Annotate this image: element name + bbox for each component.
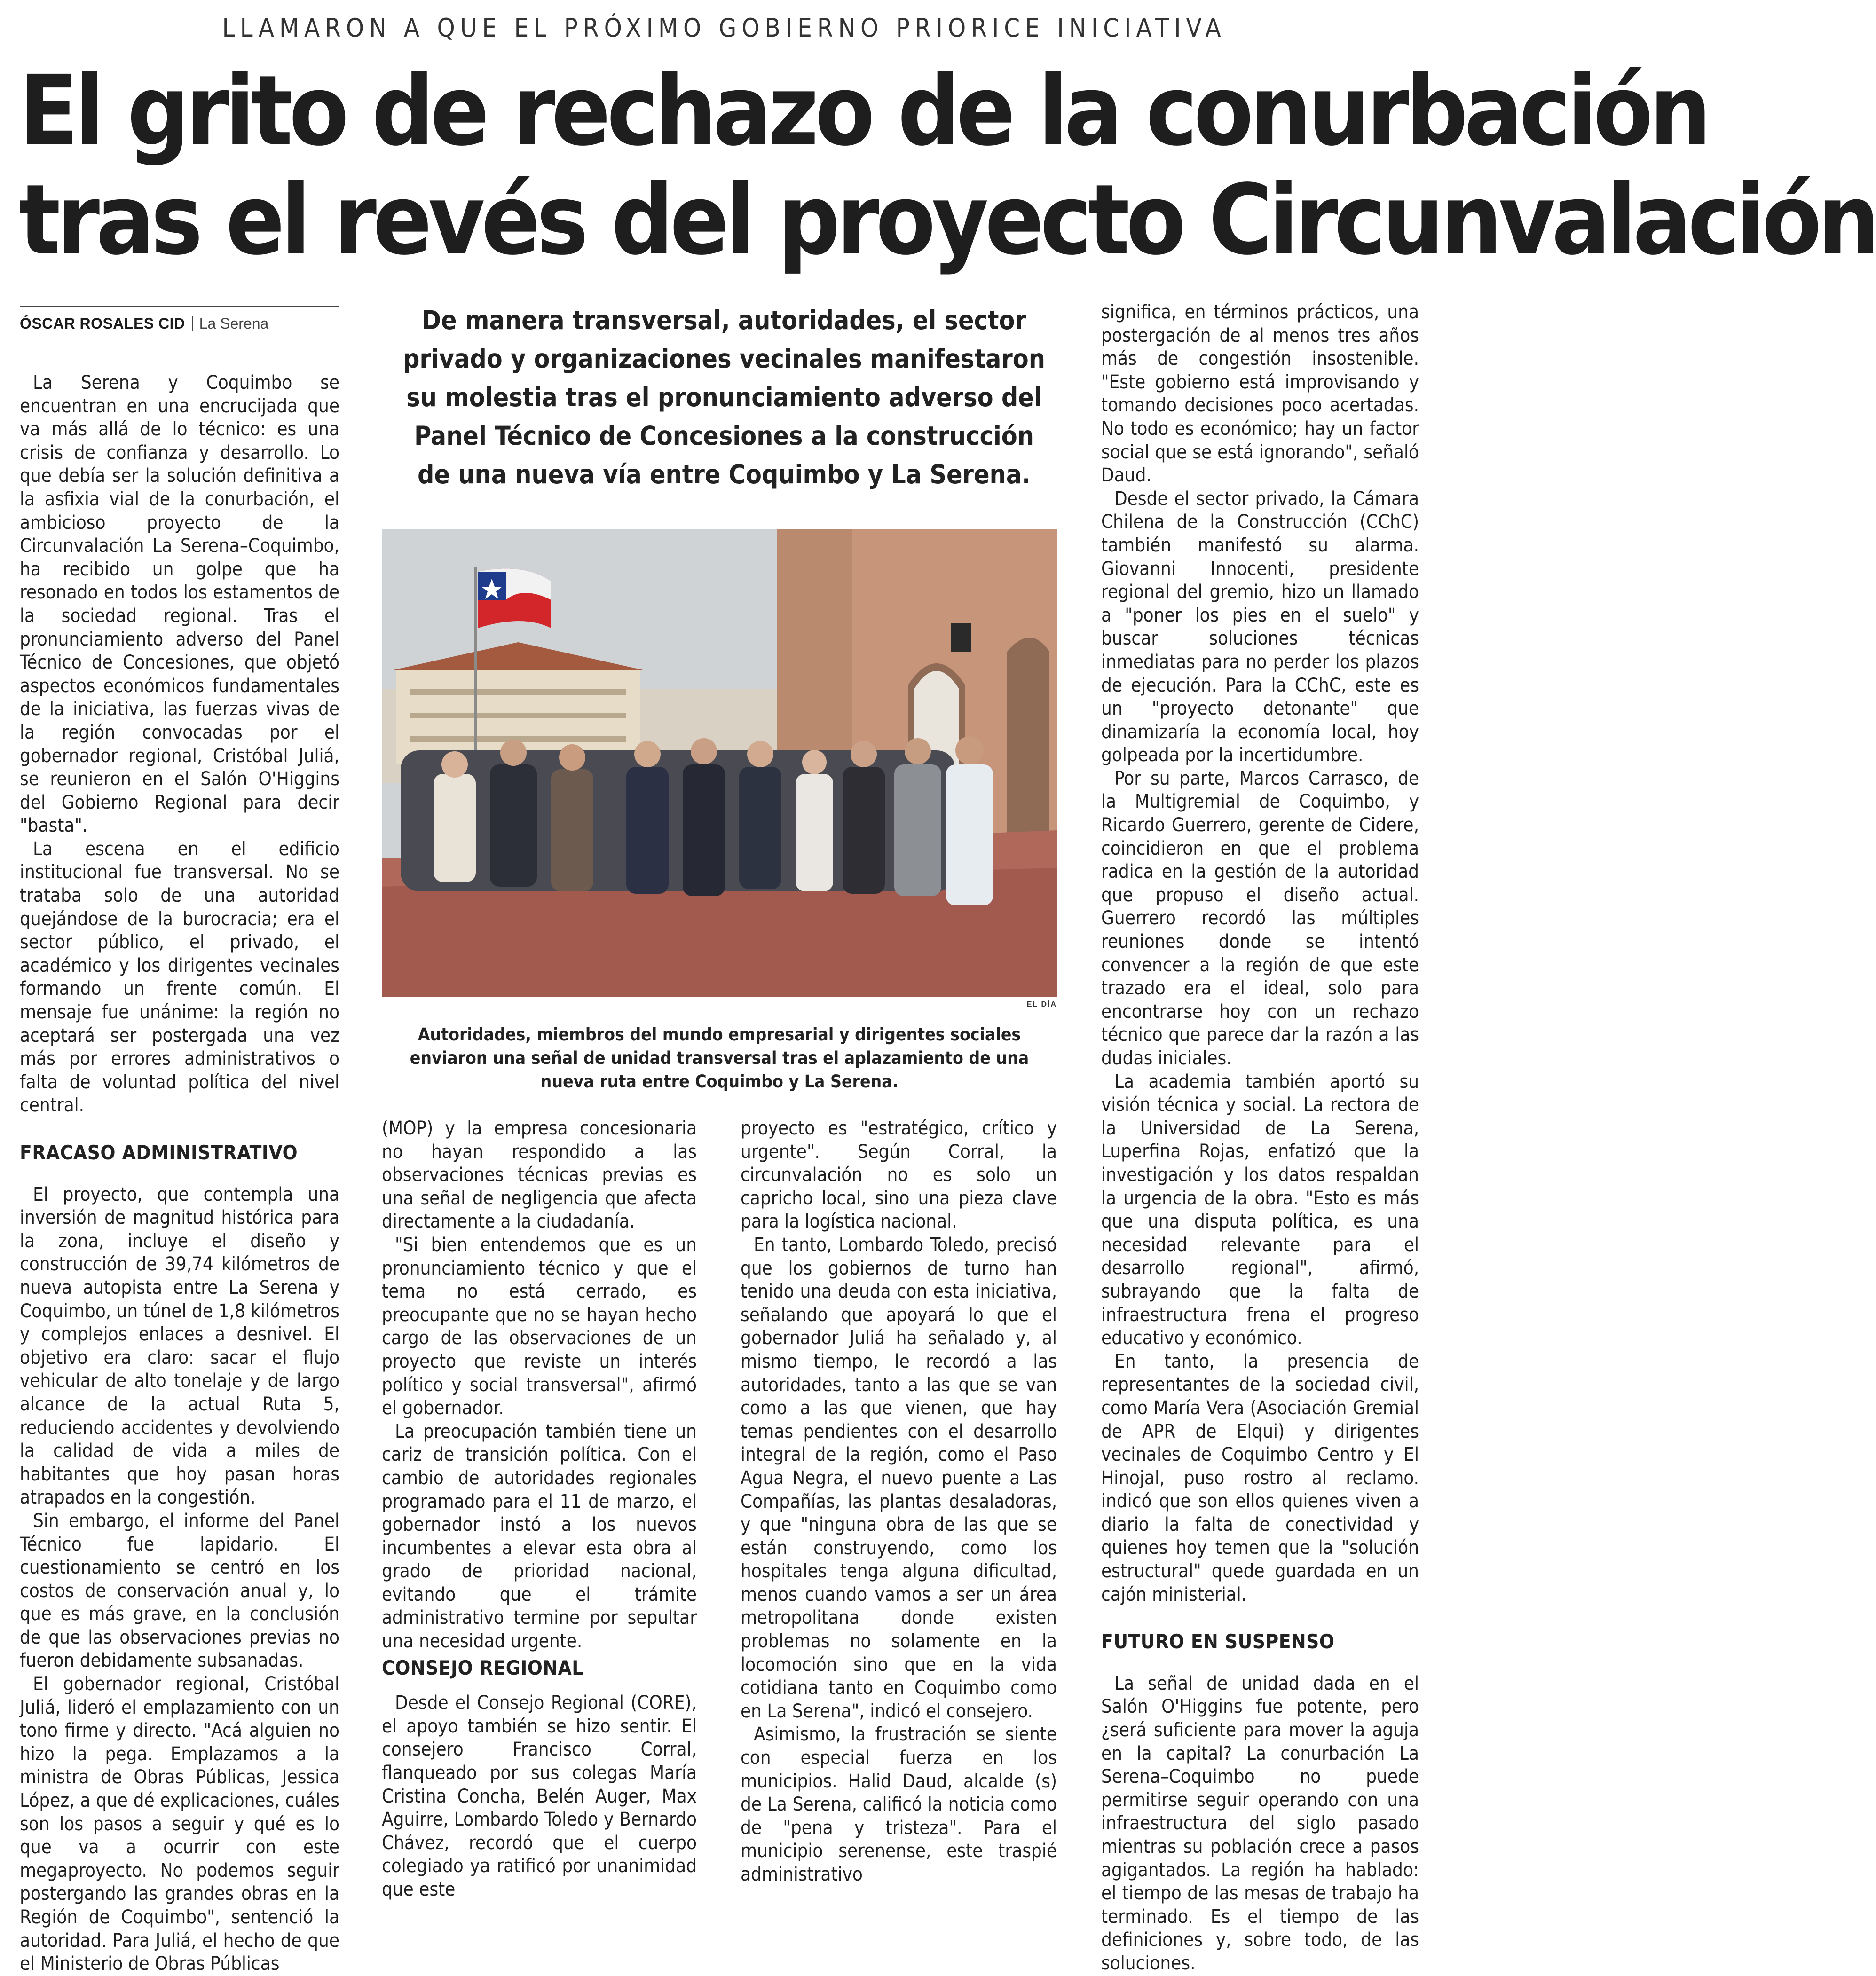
body-paragraph: El proyecto, que contempla una inversión de magnitud histórica para la zona, incluye el diseño y construcción de 39,74 kilómetros de nueva autopista entre La Serena y Coquimbo, un túnel de 1,8 kilómetros y complejos enlaces a desnivel. El objetivo era claro: sacar el flujo vehicular de alto tonelaje y de largo alcance de la actual Ruta 5, reduciendo accidentes y devolviendo la calidad de vida a miles de habitantes que hoy pasan horas atrapados en la congestión. bbox=[20, 1183, 339, 1509]
news-photo bbox=[382, 529, 1057, 997]
body-paragraph: Por su parte, Marcos Carrasco, de la Multigremial de Coquimbo, y Ricardo Guerrero, gerente de Cidere, coincidieron en que el problema radica en la gestión de la autoridad que propuso el diseño actual. Guerrero recordó las múltiples reuniones donde se intentó convencer a la región de que este trazado era el ideal, solo para encontrarse hoy con un rechazo técnico que parece dar la razón a las dudas iniciales. bbox=[1101, 767, 1419, 1069]
group-photo-illustration bbox=[382, 529, 1057, 997]
lead-paragraph: De manera transversal, autoridades, el sector privado y organizaciones vecinales manifestaron su molestia tras el pronunciamiento adverso del Panel Técnico de Concesiones a la construcción de una nueva vía entre Coquimbo y La Serena. bbox=[402, 305, 1046, 489]
column-1 bbox=[20, 371, 339, 1976]
body-paragraph: Asimismo, la frustración se siente con especial fuerza en los municipios. Halid Daud, alcalde (s) de La Serena, calificó la noticia como de "pena y tristeza". Para el municipio serenense, este traspié administrativo bbox=[741, 1724, 1057, 1885]
subheading: CONSEJO REGIONAL bbox=[382, 1656, 583, 1679]
body-paragraph: Sin embargo, el informe del Panel Técnico fue lapidario. El cuestionamiento se centró en los costos de conservación anual y, lo que es más grave, en la conclusión de que las observaciones previas no fueron debidamente subsanadas. bbox=[20, 1510, 339, 1672]
column-2 bbox=[382, 1117, 697, 1902]
body-paragraph: La academia también aportó su visión técnica y social. La rectora de la Universidad de La Serena, Luperfina Rojas, enfatizó que la investigación y los datos respaldan la urgencia de la obra. "Esto es más que una disputa política, es una necesidad relevante para el desarrollo regional", afirmó, subrayando que la falta de infraestructura frena el progreso educativo y económico. bbox=[1101, 1071, 1419, 1349]
body-paragraph: (MOP) y la empresa concesionaria no hayan respondido a las observaciones técnicas previas es una señal de negligencia que afecta directamente a la ciudadanía. bbox=[382, 1118, 697, 1233]
body-paragraph: La escena en el edificio institucional fue transversal. No se trataba solo de una autoridad quejándose de la burocracia; era el sector público, el privado, el académico y los dirigentes vecinales formando un frente común. El mensaje fue unánime: la región no aceptará ser postergada una vez más por errores administrativos o falta de voluntad política del nivel central. bbox=[20, 838, 339, 1117]
headline-line-1: El grito de rechazo de la conurbación bbox=[19, 55, 1708, 167]
body-paragraph: proyecto es "estratégico, crítico y urgente". Según Corral, la circunvalación no es solo un capricho local, sino una pieza clave para la logística nacional. bbox=[741, 1118, 1057, 1233]
body-paragraph: La preocupación también tiene un cariz de transición política. Con el cambio de autoridades regionales programado para el 11 de marzo, el gobernador instó a los nuevos incumbentes a elevar esta obra al grado de prioridad nacional, evitando que el trámite administrativo termine por sepultar una necesidad urgente. bbox=[382, 1420, 697, 1653]
photo-caption: Autoridades, miembros del mundo empresarial y dirigentes sociales enviaron una señal de unidad transversal tras el aplazamiento de una nueva ruta entre Coquimbo y La Serena. bbox=[410, 1024, 1029, 1092]
body-paragraph: "Si bien entendemos que es un pronunciamiento técnico y que el tema no está cerrado, es preocupante que no se hayan hecho cargo de las observaciones de un proyecto que reviste un interés político y social transversal", afirmó el gobernador. bbox=[382, 1234, 697, 1419]
body-paragraph: significa, en términos prácticos, una postergación de al menos tres años más de congestión insostenible. "Este gobierno está improvisando y tomando decisiones poco acertadas. No todo es económico; hay un factor social que se está ignorando", señaló Daud. bbox=[1101, 301, 1419, 487]
body-paragraph: En tanto, la presencia de representantes de la sociedad civil, como María Vera (Asociación Gremial de APR de Elqui) y dirigentes vecinales de Coquimbo Centro y El Hinojal, puso rostro al reclamo. indicó que son ellos quienes viven a diario la falta de conectividad y quienes hoy temen que la "solución estructural" quede guardada en un cajón ministerial. bbox=[1101, 1350, 1419, 1606]
crowd bbox=[401, 736, 993, 905]
author: ÓSCAR ROSALES CID bbox=[20, 315, 185, 332]
photo-credit: EL DÍA bbox=[1026, 1000, 1057, 1008]
subheading: FUTURO EN SUSPENSO bbox=[1101, 1630, 1335, 1653]
body-paragraph: El gobernador regional, Cristóbal Juliá, lideró el emplazamiento con un tono firme y directo. "Acá alguien no hizo la pega. Emplazamos a la ministra de Obras Públicas, Jessica López, a que dé explicaciones, cuáles son los pasos a seguir y qué es lo que va a ocurrir con este megaproyecto. No podemos seguir postergando las grandes obras en la Región de Coquimbo", sentenció la autoridad. Para Juliá, el hecho de que el Ministerio de Obras Públicas bbox=[20, 1673, 339, 1975]
byline-divider bbox=[192, 316, 193, 331]
body-paragraph: La Serena y Coquimbo se encuentran en una encrucijada que va más allá de lo técnico: es una crisis de confianza y desarrollo. Lo que debía ser la solución definitiva a la asfixia vial de la conurbación, el ambicioso proyecto de la Circunvalación La Serena–Coquimbo, ha recibido un golpe que ha resonado en todos los estamentos de la sociedad regional. Tras el pronunciamiento adverso del Panel Técnico de Concesiones, que objetó aspectos económicos fundamentales de la iniciativa, las fuerzas vivas de la región convocadas por el gobernador regional, Cristóbal Juliá, se reunieron en el Salón O'Higgins del Gobierno Regional para decir "basta". bbox=[20, 372, 339, 837]
column-4 bbox=[1101, 301, 1419, 1976]
dateline-place: La Serena bbox=[199, 315, 269, 332]
kicker: LLAMARON A QUE EL PRÓXIMO GOBIERNO PRIORICE INICIATIVA bbox=[222, 13, 1226, 43]
body-paragraph: En tanto, Lombardo Toledo, precisó que los gobiernos de turno han tenido una deuda con esta iniciativa, señalando que apoyará lo que el gobernador Juliá ha señalado y, al mismo tiempo, le recordó a las autoridades, tanto a las que se van como a las que vienen, que hay temas pendientes con el desarrollo integral de la región, como el Paso Agua Negra, el nuevo puente a Las Compañías, las plantas desaladoras, y que "ninguna obra de las que se están construyendo, como los hospitales tenga alguna dificultad, menos cuando vamos a ser un área metropolitana donde existen problemas no solamente en la locomoción sino que en la vida cotidiana tanto en Coquimbo como en La Serena", indicó el consejero. bbox=[741, 1234, 1057, 1722]
body-paragraph: Desde el sector privado, la Cámara Chilena de la Construcción (CChC) también manifestó su alarma. Giovanni Innocenti, presidente regional del gremio, hizo un llamado a "poner los pies en el suelo" y buscar soluciones técnicas inmediatas para no perder los plazos de ejecución. Para la CChC, este es un "proyecto detonante" que dinamizaría la economía local, hoy golpeada por la incertidumbre. bbox=[1101, 488, 1419, 766]
body-paragraph: Desde el Consejo Regional (CORE), el apoyo también se hizo sentir. El consejero Francisco Corral, flanqueado por sus colegas María Cristina Concha, Belén Auger, Max Aguirre, Lombardo Toledo y Bernardo Chávez, recordó que el cuerpo colegiado ya ratificó por unanimidad que este bbox=[382, 1692, 697, 1900]
byline bbox=[20, 306, 339, 332]
headline bbox=[19, 55, 1876, 276]
headline-line-2: tras el revés del proyecto Circunvalación bbox=[19, 164, 1876, 276]
body-paragraph: La señal de unidad dada en el Salón O'Higgins fue potente, pero ¿será suficiente para mover la aguja en la capital? La conurbación La Serena–Coquimbo no puede permitirse seguir operando con una infraestructura del siglo pasado mientras su población crece a pasos agigantados. La región ha hablado: el tiempo de las mesas de trabajo ha terminado. Es el tiempo de las definiciones y, sobre todo, de las soluciones. bbox=[1101, 1672, 1419, 1974]
subheading: FRACASO ADMINISTRATIVO bbox=[20, 1141, 298, 1164]
column-3 bbox=[741, 1117, 1057, 1887]
